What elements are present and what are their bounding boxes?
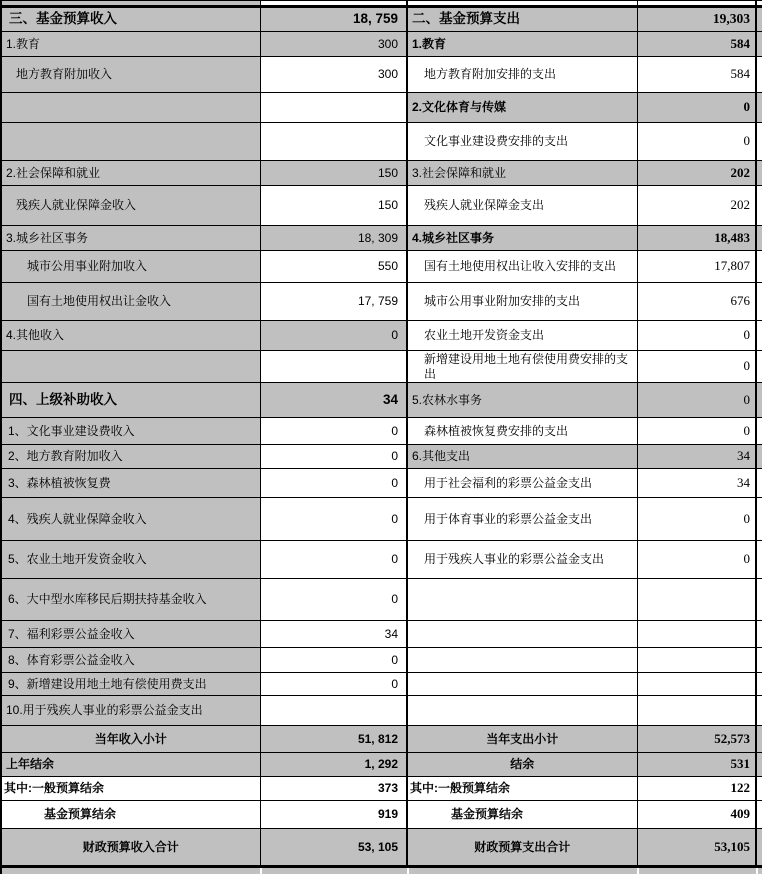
revenue-item-cell — [1, 93, 260, 123]
expense-item-cell: 农业土地开发资金支出 — [407, 321, 637, 351]
table-row — [1, 696, 762, 726]
revenue-value-cell: 0 — [260, 321, 407, 351]
revenue-item-cell — [1, 123, 260, 161]
table-row — [1, 726, 762, 753]
table-edge-cell — [756, 648, 762, 673]
revenue-value-cell: 300 — [260, 57, 407, 93]
expense-item-cell: 3.社会保障和就业 — [407, 161, 637, 186]
expense-value-cell: 53,105 — [637, 829, 756, 867]
revenue-value-cell: 34 — [260, 383, 407, 418]
table-row — [1, 418, 762, 445]
revenue-item-cell — [1, 351, 260, 383]
expense-item-cell: 新增建设用地土地有偿使用费安排的支出 — [407, 351, 637, 383]
expense-item-cell: 基金预算结余 — [407, 801, 637, 829]
table-edge-cell — [756, 383, 762, 418]
table-row — [1, 7, 762, 32]
expense-item-cell: 5.农林水事务 — [407, 383, 637, 418]
table-row — [1, 251, 762, 283]
expense-item-cell: 结余 — [407, 753, 637, 777]
table-edge-cell — [756, 541, 762, 579]
revenue-value-cell: 150 — [260, 186, 407, 226]
revenue-value-cell: 18, 309 — [260, 226, 407, 251]
revenue-item-cell: 城市公用事业附加收入 — [1, 251, 260, 283]
revenue-value-cell: 0 — [260, 541, 407, 579]
table-edge-cell — [756, 351, 762, 383]
expense-item-cell: 其中:一般预算结余 — [407, 777, 637, 801]
expense-item-cell — [407, 673, 637, 696]
revenue-value-cell: 550 — [260, 251, 407, 283]
table-edge-cell — [756, 673, 762, 696]
revenue-item-cell: 3.城乡社区事务 — [1, 226, 260, 251]
expense-value-cell: 202 — [637, 161, 756, 186]
revenue-value-cell — [260, 351, 407, 383]
table-row — [1, 579, 762, 621]
revenue-value-cell — [260, 696, 407, 726]
expense-item-cell — [407, 579, 637, 621]
expense-value-cell: 584 — [637, 32, 756, 57]
revenue-value-cell: 0 — [260, 498, 407, 541]
expense-value-cell: 676 — [637, 283, 756, 321]
table-edge-cell — [756, 621, 762, 648]
table-row — [1, 57, 762, 93]
table-row — [1, 186, 762, 226]
table-row — [1, 673, 762, 696]
expense-value-cell: 409 — [637, 801, 756, 829]
table-row — [1, 321, 762, 351]
revenue-value-cell: 0 — [260, 648, 407, 673]
revenue-value-cell: 0 — [260, 418, 407, 445]
table-row — [1, 469, 762, 498]
revenue-value-cell: 17, 759 — [260, 283, 407, 321]
expense-value-cell: 19,303 — [637, 7, 756, 32]
expense-item-cell: 4.城乡社区事务 — [407, 226, 637, 251]
expense-value-cell: 17,807 — [637, 251, 756, 283]
revenue-value-cell: 0 — [260, 673, 407, 696]
table-row — [1, 648, 762, 673]
expense-value-cell: 0 — [637, 93, 756, 123]
expense-value-cell — [637, 696, 756, 726]
expense-value-cell: 52,573 — [637, 726, 756, 753]
table-edge-cell — [756, 251, 762, 283]
expense-value-cell: 0 — [637, 498, 756, 541]
table-row — [1, 498, 762, 541]
table-edge-cell — [756, 57, 762, 93]
table-edge-cell — [756, 829, 762, 867]
revenue-value-cell: 53, 105 — [260, 829, 407, 867]
table-row — [1, 753, 762, 777]
table-edge-cell — [756, 753, 762, 777]
table-row — [1, 621, 762, 648]
table-edge-cell — [756, 445, 762, 469]
revenue-item-cell: 3、森林植被恢复费 — [1, 469, 260, 498]
revenue-item-cell: 1、文化事业建设费收入 — [1, 418, 260, 445]
expense-value-cell: 202 — [637, 186, 756, 226]
expense-item-cell: 6.其他支出 — [407, 445, 637, 469]
revenue-value-cell: 150 — [260, 161, 407, 186]
expense-value-cell — [637, 579, 756, 621]
revenue-item-cell: 其中:一般预算结余 — [1, 777, 260, 801]
table-row — [1, 829, 762, 867]
revenue-value-cell: 373 — [260, 777, 407, 801]
expense-item-cell — [407, 648, 637, 673]
expense-item-cell: 1.教育 — [407, 32, 637, 57]
expense-item-cell: 二、基金预算支出 — [407, 7, 637, 32]
revenue-value-cell — [260, 123, 407, 161]
table-row — [1, 445, 762, 469]
revenue-value-cell: 51, 812 — [260, 726, 407, 753]
revenue-item-cell: 10.用于残疾人事业的彩票公益金支出 — [1, 696, 260, 726]
expense-item-cell: 用于社会福利的彩票公益金支出 — [407, 469, 637, 498]
table-row — [1, 32, 762, 57]
table-row — [1, 867, 762, 874]
table-edge-cell — [756, 161, 762, 186]
revenue-item-cell: 6、大中型水库移民后期扶持基金收入 — [1, 579, 260, 621]
table-row — [1, 283, 762, 321]
revenue-value-cell: 18, 759 — [260, 7, 407, 32]
expense-item-cell: 国有土地使用权出让收入安排的支出 — [407, 251, 637, 283]
expense-item-cell: 城市公用事业附加安排的支出 — [407, 283, 637, 321]
revenue-item-cell: 2、地方教育附加收入 — [1, 445, 260, 469]
revenue-value-cell: 0 — [260, 469, 407, 498]
expense-value-cell — [637, 648, 756, 673]
revenue-item-cell: 4、残疾人就业保障金收入 — [1, 498, 260, 541]
expense-item-cell — [407, 621, 637, 648]
table-row — [1, 351, 762, 383]
table-edge-cell — [756, 321, 762, 351]
expense-value-cell: 122 — [637, 777, 756, 801]
expense-value-cell: 0 — [637, 383, 756, 418]
expense-value-cell: 0 — [637, 321, 756, 351]
expense-value-cell: 0 — [637, 351, 756, 383]
expense-value-cell: 584 — [637, 57, 756, 93]
revenue-item-cell: 基金预算结余 — [1, 801, 260, 829]
table-edge-cell — [756, 777, 762, 801]
table-edge-cell — [756, 801, 762, 829]
table-row — [1, 383, 762, 418]
table-edge-cell — [756, 93, 762, 123]
table-edge-cell — [756, 696, 762, 726]
expense-value-cell — [637, 621, 756, 648]
table-edge-cell — [756, 186, 762, 226]
revenue-item-cell: 2.社会保障和就业 — [1, 161, 260, 186]
revenue-item-cell: 三、基金预算收入 — [1, 7, 260, 32]
partial-row-strip — [1, 867, 762, 874]
expense-item-cell: 2.文化体育与传媒 — [407, 93, 637, 123]
expense-item-cell — [407, 696, 637, 726]
revenue-item-cell: 残疾人就业保障金收入 — [1, 186, 260, 226]
revenue-item-cell: 1.教育 — [1, 32, 260, 57]
table-row — [1, 801, 762, 829]
table-edge-cell — [756, 123, 762, 161]
expense-value-cell: 0 — [637, 123, 756, 161]
expense-item-cell: 残疾人就业保障金支出 — [407, 186, 637, 226]
revenue-item-cell: 4.其他收入 — [1, 321, 260, 351]
revenue-item-cell: 当年收入小计 — [1, 726, 260, 753]
revenue-item-cell: 7、福利彩票公益金收入 — [1, 621, 260, 648]
table-edge-cell — [756, 579, 762, 621]
table-row — [1, 226, 762, 251]
table-edge-cell — [756, 32, 762, 57]
revenue-value-cell — [260, 93, 407, 123]
table-edge-cell — [756, 726, 762, 753]
expense-value-cell: 34 — [637, 469, 756, 498]
table-edge-cell — [756, 7, 762, 32]
expense-item-cell: 用于体育事业的彩票公益金支出 — [407, 498, 637, 541]
revenue-item-cell: 财政预算收入合计 — [1, 829, 260, 867]
table-row — [1, 123, 762, 161]
revenue-item-cell: 四、上级补助收入 — [1, 383, 260, 418]
expense-item-cell: 森林植被恢复费安排的支出 — [407, 418, 637, 445]
revenue-item-cell: 地方教育附加收入 — [1, 57, 260, 93]
revenue-item-cell: 8、体育彩票公益金收入 — [1, 648, 260, 673]
revenue-item-cell: 国有土地使用权出让金收入 — [1, 283, 260, 321]
expense-item-cell: 财政预算支出合计 — [407, 829, 637, 867]
expense-item-cell: 当年支出小计 — [407, 726, 637, 753]
expense-value-cell: 0 — [637, 541, 756, 579]
revenue-value-cell: 0 — [260, 445, 407, 469]
table-edge-cell — [756, 469, 762, 498]
expense-value-cell — [637, 673, 756, 696]
expense-value-cell: 531 — [637, 753, 756, 777]
expense-item-cell: 用于残疾人事业的彩票公益金支出 — [407, 541, 637, 579]
revenue-value-cell: 300 — [260, 32, 407, 57]
expense-value-cell: 18,483 — [637, 226, 756, 251]
expense-value-cell: 0 — [637, 418, 756, 445]
budget-table-body — [1, 1, 762, 874]
revenue-value-cell: 34 — [260, 621, 407, 648]
table-edge-cell — [756, 226, 762, 251]
table-row — [1, 93, 762, 123]
expense-value-cell: 34 — [637, 445, 756, 469]
table-row — [1, 161, 762, 186]
expense-item-cell: 地方教育附加安排的支出 — [407, 57, 637, 93]
revenue-item-cell: 9、新增建设用地土地有偿使用费支出 — [1, 673, 260, 696]
revenue-value-cell: 1, 292 — [260, 753, 407, 777]
revenue-value-cell: 0 — [260, 579, 407, 621]
revenue-item-cell: 5、农业土地开发资金收入 — [1, 541, 260, 579]
table-row — [1, 777, 762, 801]
table-edge-cell — [756, 418, 762, 445]
revenue-value-cell: 919 — [260, 801, 407, 829]
expense-item-cell: 文化事业建设费安排的支出 — [407, 123, 637, 161]
table-edge-cell — [756, 283, 762, 321]
revenue-item-cell: 上年结余 — [1, 753, 260, 777]
table-edge-cell — [756, 498, 762, 541]
table-row — [1, 541, 762, 579]
